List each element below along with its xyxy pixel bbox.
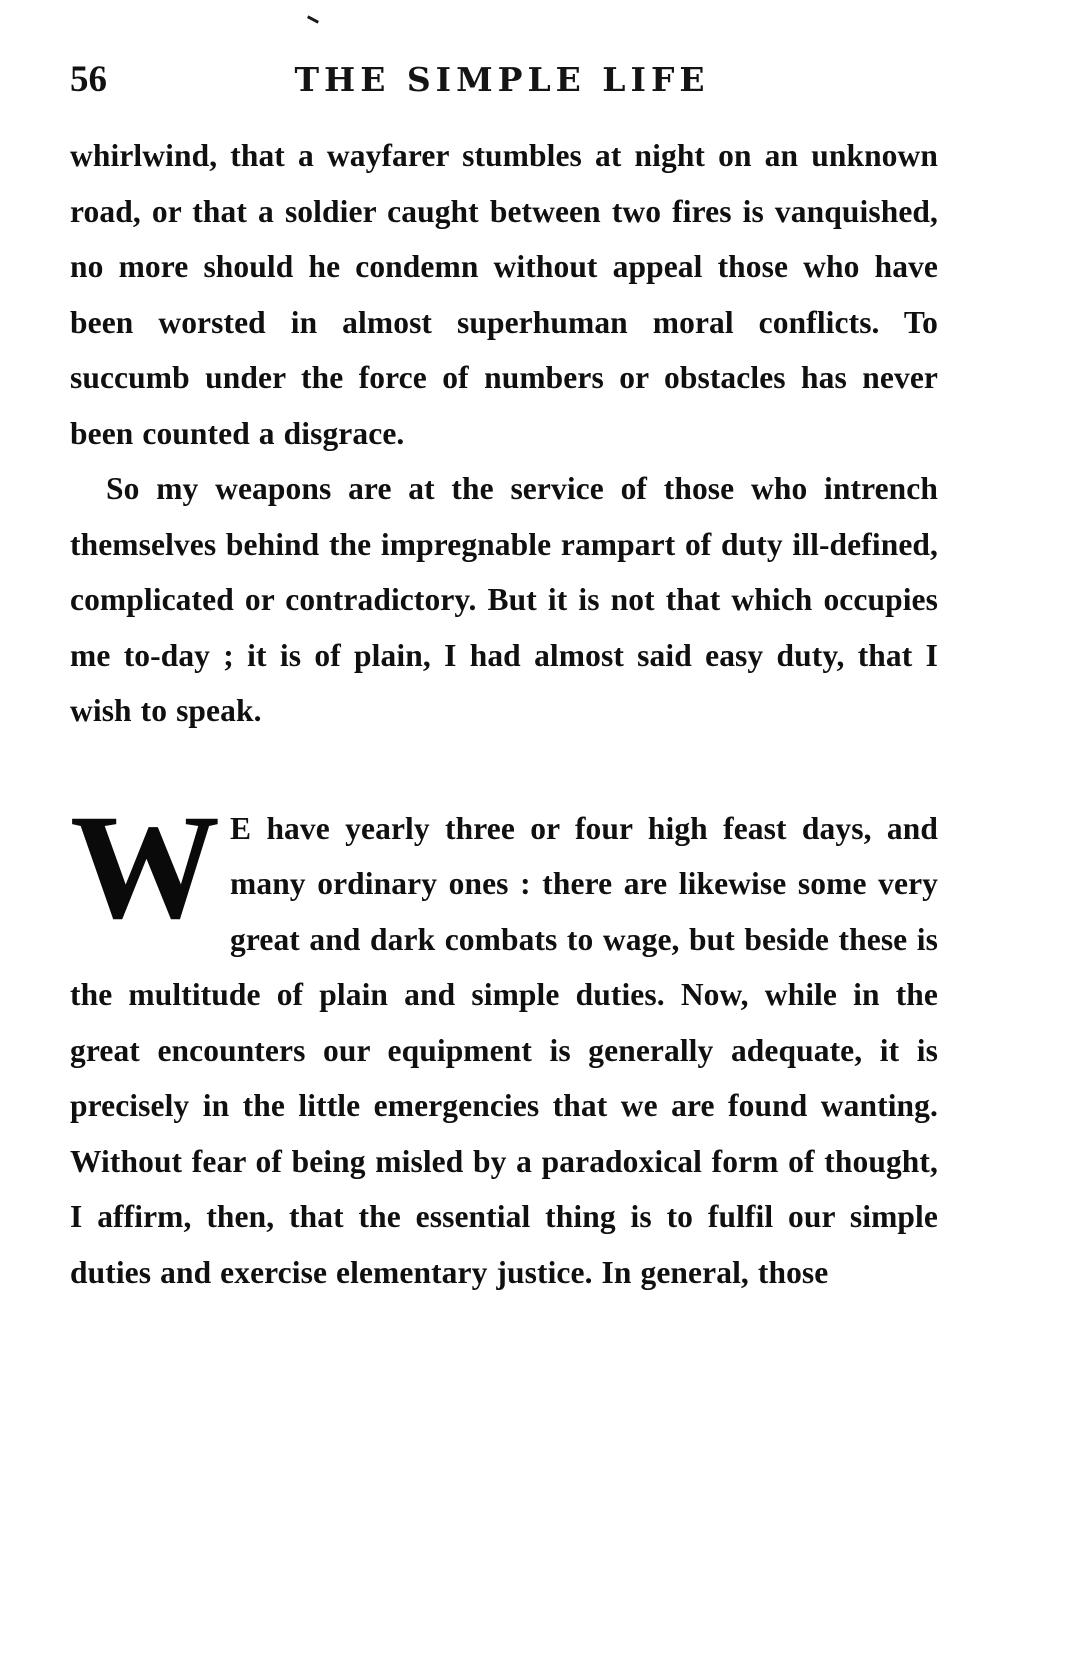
page-header: [70, 58, 934, 110]
running-head-title: THE SIMPLE LIFE: [294, 60, 710, 99]
paragraph-continued: whirlwind, that a wayfarer stumbles at night on an unknown road, or that a soldier caught between two fires is vanquished, no more should he condemn without appeal those who have been worsted in almost superhuman moral conflicts. To succumb under the force of numbers or obstacles has never been counted a disgrace.: [70, 138, 938, 451]
page-speck-mark: [307, 15, 319, 23]
dropcap-paragraph-block: [70, 783, 938, 1301]
paragraph-feast-days: E have yearly three or four high feast days, and many ordinary ones : there are likewise some very great and dark combats to wage, but beside these is the multitude of plain and simple duties. Now, while in the great encounters our equipment is generally adequate, it is precisely in the little emergencies that we are found wanting. Without fear of being misled by a paradoxical form of thought, I affirm, then, that the essential thing is to fulfil our simple duties and exercise elementary justice. In general, those: [70, 810, 938, 1290]
paragraph-weapons: So my weapons are at the service of those who intrench themselves behind the impregnable rampart of duty ill-defined, complicated or contradictory. But it is not that which occupies me to-day ; it is of plain, I had almost said easy duty, that I wish to speak.: [70, 471, 938, 728]
drop-cap-letter: W: [70, 783, 220, 950]
page-body: [70, 128, 938, 1300]
page-number: 56: [70, 59, 107, 100]
